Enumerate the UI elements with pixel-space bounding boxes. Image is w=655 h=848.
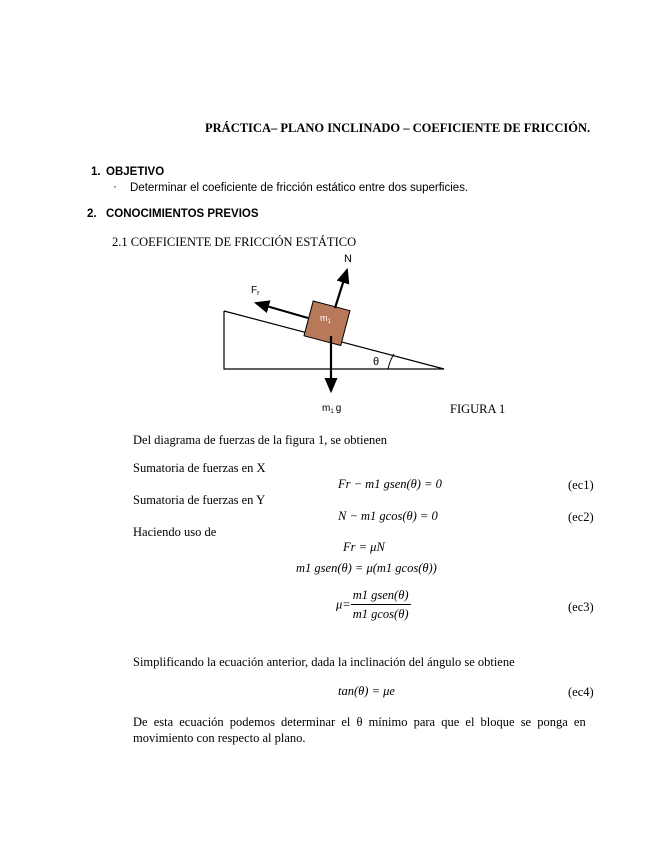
sum-y-text: Sumatoria de fuerzas en Y: [133, 493, 266, 507]
equation-ec3-tag: (ec3): [568, 600, 594, 614]
inclined-plane-diagram: [210, 248, 460, 418]
using-text: Haciendo uso de: [133, 525, 217, 539]
angle-arc: [388, 354, 394, 369]
equation-ec1: Fr − m1 gsen(θ) = 0: [338, 477, 442, 491]
label-angle: θ: [373, 356, 380, 368]
equation-ec3-denominator: m1 gcos(θ): [352, 607, 409, 621]
equation-ec2-tag: (ec2): [568, 510, 594, 524]
equation-friction: Fr = μN: [343, 540, 385, 554]
equation-ec4: tan(θ) = μe: [338, 684, 395, 698]
friction-arrow: [256, 303, 308, 318]
objective-item: Determinar el coeficiente de fricción estático entre dos superficies.: [130, 182, 469, 194]
equation-ec3-numerator: m1 gsen(θ): [351, 588, 411, 605]
label-normal: N: [344, 253, 352, 265]
figure-caption: FIGURA 1: [450, 402, 506, 416]
page-title: PRÁCTICA– PLANO INCLINADO – COEFICIENTE DE FRICCIÓN.: [205, 121, 591, 135]
sum-x-text: Sumatoria de fuerzas en X: [133, 461, 266, 475]
equation-ec1-tag: (ec1): [568, 478, 594, 492]
label-weight: $m_1$ g: [322, 403, 342, 415]
equation-ec4-tag: (ec4): [568, 685, 594, 699]
intro-text: Del diagrama de fuerzas de la figura 1, se obtienen: [133, 433, 388, 447]
section-1-heading: OBJETIVO: [106, 166, 165, 178]
section-1-number: 1.: [91, 166, 101, 178]
normal-arrow: [335, 270, 347, 308]
equation-ec3-fraction: [351, 588, 411, 622]
equation-ec3-lhs: μ=: [336, 597, 351, 612]
bullet-glyph: ·: [113, 181, 117, 193]
equation-ec3: [336, 588, 411, 622]
subsection-2-1-heading: 2.1 COEFICIENTE DE FRICCIÓN ESTÁTICO: [112, 235, 357, 249]
conclusion-line-1: De esta ecuación podemos determinar el θ mínimo para que el bloque se ponga en: [133, 715, 586, 729]
label-mass: $m_1$: [320, 313, 331, 325]
section-2-number: 2.: [87, 208, 97, 220]
simplify-text: Simplificando la ecuación anterior, dada la inclinación del ángulo se obtiene: [133, 655, 515, 669]
equation-substitution: m1 gsen(θ) = μ(m1 gcos(θ)): [296, 561, 437, 575]
conclusion-line-2: movimiento con respecto al plano.: [133, 731, 306, 745]
section-2-heading: CONOCIMIENTOS PREVIOS: [106, 208, 259, 220]
label-friction: $F_r$: [251, 285, 260, 297]
equation-ec2: N − m1 gcos(θ) = 0: [338, 509, 438, 523]
